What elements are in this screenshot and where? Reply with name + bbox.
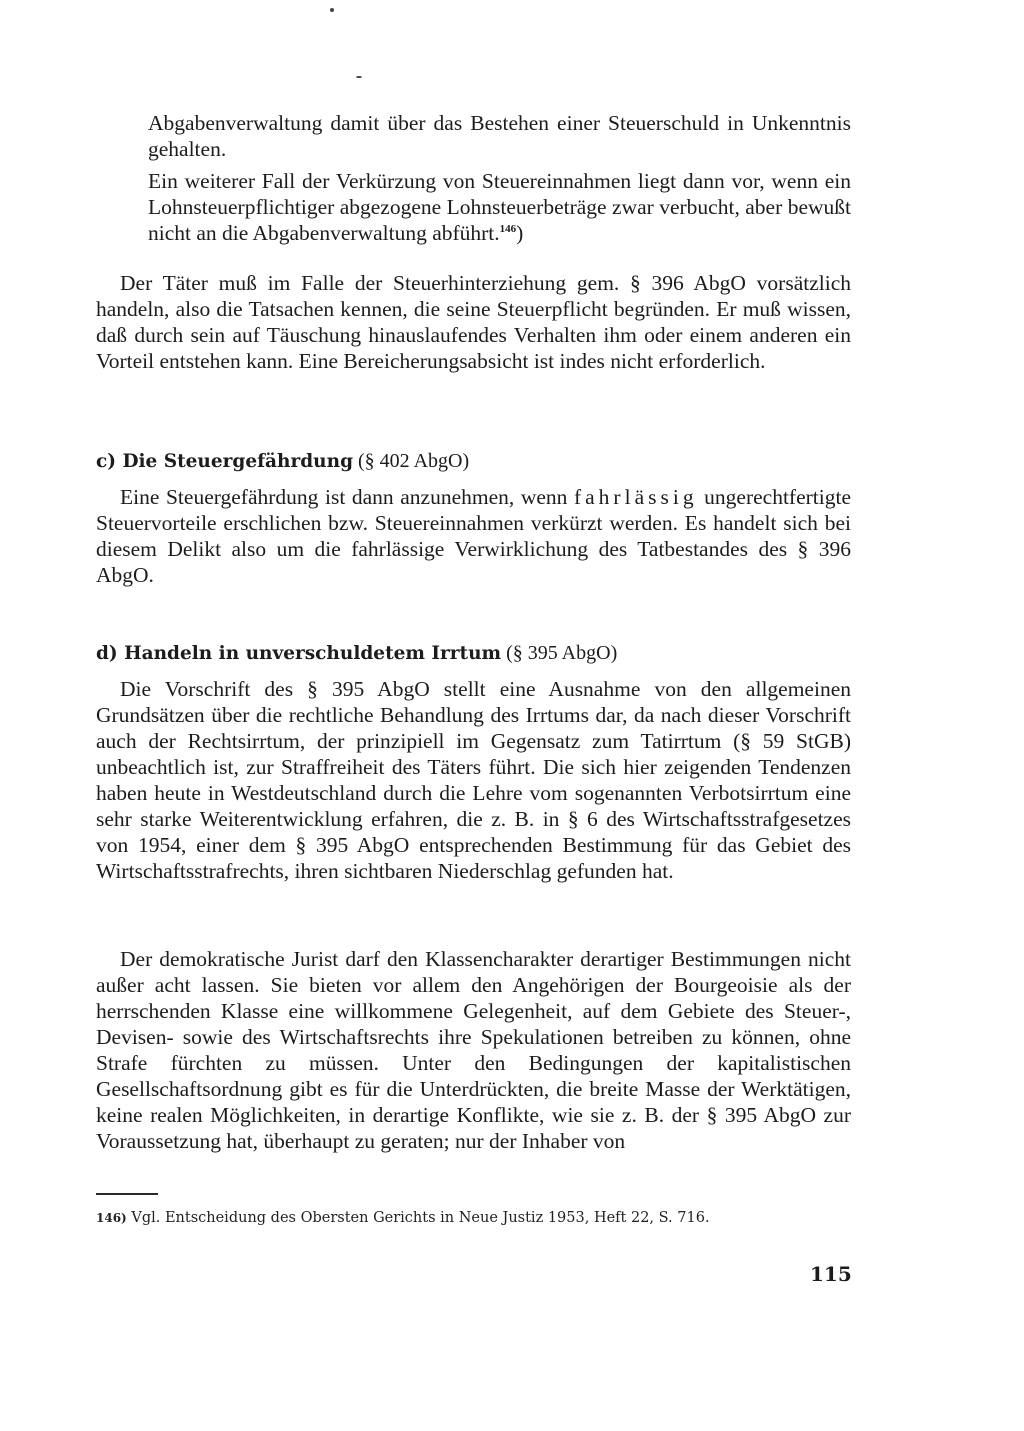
continuation-text: Abgabenverwaltung damit über das Bestehen einer Steuerschuld in Unkenntnis gehalten. [148,111,851,161]
paragraph-klassencharakter [96,946,851,1154]
paragraph-vorsatz [96,270,851,374]
section-heading-title: d) Handeln in unverschuldetem Irrtum [96,643,502,664]
footnote [96,1209,710,1227]
paragraph-text: Der demokratische Jurist darf den Klassencharakter derartiger Bestimmungen nicht außer acht lassen. Sie bieten vor allem den Angehörigen der Bourgeoisie als der herrschenden Klasse eine willkommene Gelegenheit, auf dem Gebiete des Steuer-, Devisen- sowie des Wirtschaftsrechts ihre Spekulationen betreiben zu können, ohne Strafe fürchten zu müssen. Unter den Bedingungen der kapitalistischen Gesellschaftsordnung gibt es für die Unterdrückten, die breite Masse der Werktätigen, keine realen Möglichkeiten, in derartige Konflikte, wie sie z. B. der § 395 AbgO zur Voraussetzung hat, überhaupt zu geraten; nur der Inhaber von [96,947,851,1153]
paragraph-text: Die Vorschrift des § 395 AbgO stellt eine Ausnahme von den allgemeinen Grundsätzen über die rechtliche Behandlung des Irrtums dar, da nach dieser Vorschrift auch der Rechtsirrtum, der prinzipiell im Gegensatz zum Tatirrtum (§ 59 StGB) unbeachtlich ist, zur Straffreiheit des Täters führt. Die sich hier zeigenden Tendenzen haben heute in Westdeutschland durch die Lehre vom sogenannten Verbotsirrtum eine sehr starke Weiterentwicklung erfahren, die z. B. in § 6 des Wirtschaftsstrafgesetzes von 1954, einer dem § 395 AbgO entsprechenden Bestimmung für das Gebiet des Wirtschaftsstrafrechts, ihren sichtbaren Niederschlag gefunden hat. [96,677,851,883]
paragraph-text: Eine Steuergefährdung ist dann anzunehmen, wenn [120,485,568,509]
paragraph-text: Ein weiterer Fall der Verkürzung von Steuereinnahmen liegt dann vor, wenn ein Lohnsteuerpflichtiger abgezogene Lohnsteuerbeträge zwar verbucht, aber bewußt nicht an die Abgabenverwaltung abführt. [148,169,851,245]
footnote-number: 146) [96,1211,127,1225]
paragraph-text: ) [516,221,524,245]
section-heading-reference: (§ 395 AbgO) [506,642,618,664]
paragraph-text: Der Täter muß im Falle der Steuerhinterziehung gem. § 396 AbgO vorsätzlich handeln, also die Tatsachen kennen, die seine Steuerpflicht begründen. Er muß wissen, daß durch sein auf Täuschung hinauslaufendes Verhalten ihm oder einem anderen ein Vorteil entstehen kann. Eine Bereicherungsabsicht ist indes nicht erforderlich. [96,271,851,373]
scan-speck [330,8,334,12]
emphasized-term: fahrlässig [573,485,698,509]
footnote-reference: 146 [499,222,517,235]
footnote-divider [96,1193,158,1195]
section-heading-reference: (§ 402 AbgO) [358,450,470,472]
footnote-text: Vgl. Entscheidung des Obersten Gerichts in Neue Justiz 1953, Heft 22, S. 716. [131,1210,710,1226]
paragraph-irrtum [96,676,851,884]
section-heading-c [96,448,469,475]
section-heading-title: c) Die Steuergefährdung [96,451,354,472]
paragraph-text: ungerechtfertigte Steuervorteile erschlichen bzw. Steuereinnahmen verkürzt werden. Es handelt sich bei diesem Delikt also um die fahrlässige Verwirklichung des Tatbestandes des § 396 AbgO. [96,485,851,587]
continuation-paragraph [148,110,851,162]
scan-speck [356,76,362,78]
paragraph-steuergefaehrdung [96,484,851,588]
section-heading-d [96,640,617,667]
paragraph-lohnsteuer [148,168,851,246]
page-number: 115 [810,1262,852,1286]
